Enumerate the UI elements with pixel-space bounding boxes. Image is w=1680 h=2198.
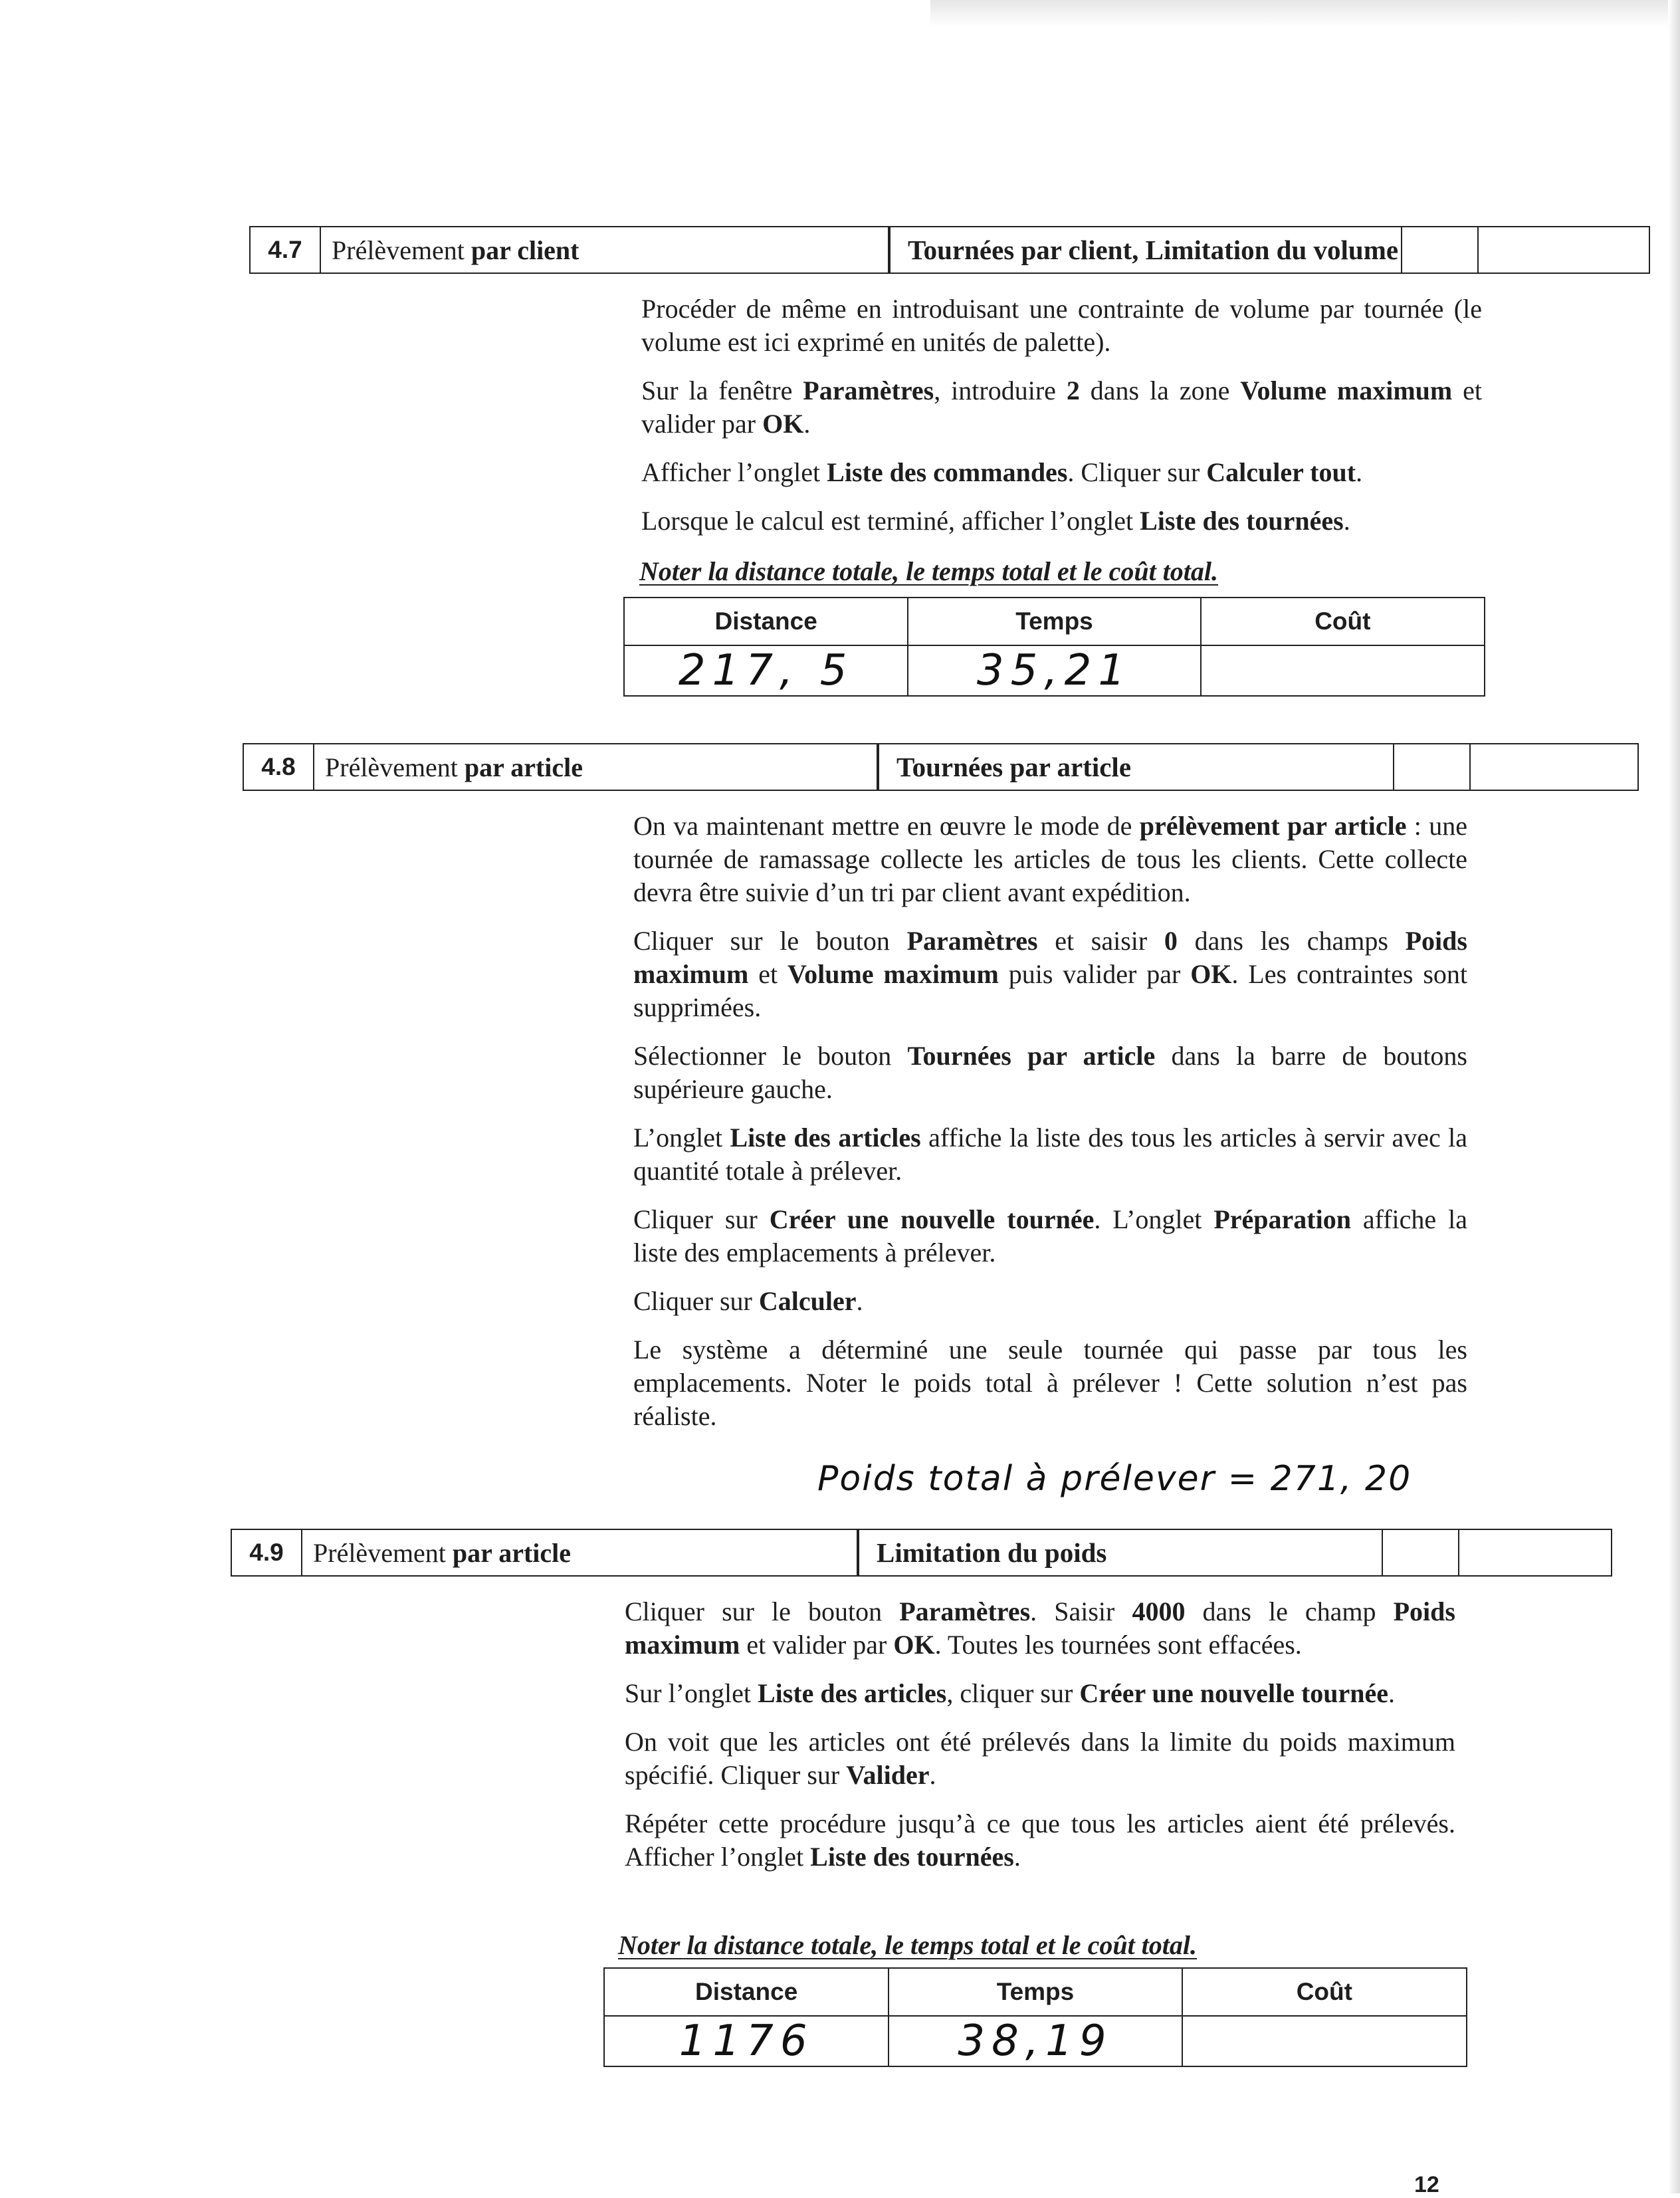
table-header-cout: Coût bbox=[1201, 598, 1485, 645]
bold-term: prélèvement par article bbox=[1139, 811, 1407, 841]
section-label-text: Prélèvement bbox=[325, 752, 458, 782]
bold-term: Poids maximum bbox=[633, 926, 1467, 989]
bold-term: Paramètres bbox=[803, 376, 934, 405]
text-run: Cliquer sur bbox=[633, 1204, 770, 1234]
paragraph bbox=[633, 1121, 1467, 1188]
scan-shadow-top bbox=[930, 0, 1680, 27]
cout-value bbox=[1201, 645, 1485, 696]
text-run: L’onglet bbox=[633, 1123, 730, 1153]
section-label bbox=[321, 226, 889, 274]
text-run: Sélectionner le bouton bbox=[633, 1041, 908, 1071]
section-number: 4.9 bbox=[231, 1529, 302, 1577]
text-run: Cliquer sur le bouton bbox=[633, 926, 907, 956]
text-run: Procéder de même en introduisant une contrainte de volume par tournée (le volume est ici exprimé en unités de palette). bbox=[641, 294, 1482, 357]
paragraph bbox=[625, 1677, 1455, 1710]
temps-value: 38,19 bbox=[889, 2016, 1182, 2066]
result-table-4-7 bbox=[623, 597, 1485, 697]
text-run: dans la barre de boutons supérieure gauche. bbox=[633, 1041, 1467, 1104]
section-checkbox-4-8 bbox=[1393, 743, 1471, 791]
paragraph bbox=[625, 1725, 1455, 1792]
text-run: . bbox=[1343, 506, 1350, 536]
section-body-4-9 bbox=[625, 1595, 1455, 1889]
bold-term: Valider bbox=[846, 1760, 930, 1790]
temps-value: 35,21 bbox=[908, 645, 1200, 696]
text-run: affiche la liste des tous les articles à servir avec la quantité totale à prélever. bbox=[633, 1123, 1468, 1186]
text-run: . bbox=[856, 1286, 863, 1316]
text-run: Lorsque le calcul est terminé, afficher l’onglet bbox=[641, 506, 1140, 536]
text-run: et saisir bbox=[1037, 926, 1164, 956]
section-title: Tournées par article bbox=[878, 743, 1639, 791]
text-run: Sur l’onglet bbox=[625, 1678, 758, 1708]
paragraph bbox=[633, 1040, 1467, 1106]
text-run: Cliquer sur bbox=[633, 1286, 759, 1316]
note-instruction: Noter la distance totale, le temps total et le coût total. bbox=[639, 556, 1219, 586]
bold-term: Tournées par article bbox=[907, 1041, 1156, 1071]
text-run: . Saisir bbox=[1030, 1596, 1132, 1626]
text-run: . bbox=[803, 409, 811, 439]
table-header-distance: Distance bbox=[624, 598, 908, 645]
text-run: . Cliquer sur bbox=[1067, 457, 1207, 487]
section-header-4-8 bbox=[243, 743, 1469, 791]
paragraph bbox=[641, 456, 1482, 489]
text-run: et bbox=[748, 959, 788, 989]
bold-term: Liste des tournées bbox=[1140, 506, 1344, 536]
text-run: , cliquer sur bbox=[946, 1678, 1080, 1708]
bold-term: Calculer tout bbox=[1206, 457, 1356, 487]
bold-term: OK bbox=[893, 1630, 935, 1660]
text-run: et valider par bbox=[641, 376, 1483, 439]
text-run: . bbox=[1388, 1678, 1396, 1708]
section-header-4-9 bbox=[231, 1529, 1457, 1577]
text-run: On voit que les articles ont été prélevés dans la limite du poids maximum spécifié. Cliquer sur bbox=[625, 1727, 1455, 1790]
text-run: On va maintenant mettre en œuvre le mode de bbox=[633, 811, 1140, 841]
bold-term: Calculer bbox=[758, 1286, 857, 1316]
result-table-4-9 bbox=[603, 1967, 1467, 2067]
section-number: 4.8 bbox=[243, 743, 314, 791]
text-run: . L’onglet bbox=[1094, 1204, 1214, 1234]
section-label-text: Prélèvement bbox=[332, 235, 465, 265]
text-run: Afficher l’onglet bbox=[641, 457, 827, 487]
table-header-distance: Distance bbox=[604, 1968, 889, 2016]
bold-term: Liste des tournées bbox=[810, 1842, 1014, 1872]
bold-term: Liste des articles bbox=[757, 1678, 947, 1708]
bold-term: Poids maximum bbox=[625, 1596, 1455, 1660]
section-label-bold: par client bbox=[471, 235, 579, 265]
text-run: Le système a déterminé une seule tournée qui passe par tous les emplacements. Noter le poids total à prélever ! Cette solution n’est pas réaliste. bbox=[633, 1335, 1467, 1431]
bold-term: Paramètres bbox=[899, 1596, 1031, 1626]
table-header-temps: Temps bbox=[908, 598, 1200, 645]
paragraph bbox=[625, 1595, 1455, 1662]
section-title: Limitation du poids bbox=[858, 1529, 1612, 1577]
text-run: affiche la liste des emplacements à prélever. bbox=[633, 1204, 1467, 1267]
paragraph bbox=[633, 810, 1467, 909]
section-label-text: Prélèvement bbox=[313, 1537, 446, 1568]
bold-term: Volume maximum bbox=[1240, 376, 1453, 405]
paragraph bbox=[633, 925, 1467, 1024]
bold-term: Liste des commandes bbox=[827, 457, 1068, 487]
bold-term: OK bbox=[1190, 959, 1232, 989]
cout-value bbox=[1182, 2016, 1467, 2066]
bold-term: 0 bbox=[1164, 926, 1178, 956]
bold-term: Préparation bbox=[1213, 1204, 1351, 1234]
text-run: Répéter cette procédure jusqu’à ce que tous les articles aient été prélevés. Afficher l’onglet bbox=[625, 1809, 1455, 1872]
text-run: et valider par bbox=[740, 1630, 894, 1660]
section-checkbox-4-7 bbox=[1401, 226, 1479, 274]
paragraph bbox=[633, 1333, 1467, 1433]
paragraph bbox=[633, 1285, 1467, 1318]
note-instruction: Noter la distance totale, le temps total et le coût total. bbox=[618, 1930, 1198, 1960]
text-run: dans les champs bbox=[1177, 926, 1406, 956]
distance-value: 217, 5 bbox=[624, 645, 908, 696]
table-header-cout: Coût bbox=[1182, 1968, 1467, 2016]
section-body-4-7 bbox=[641, 292, 1482, 553]
bold-term: Paramètres bbox=[906, 926, 1038, 956]
paragraph bbox=[641, 292, 1482, 359]
paragraph bbox=[641, 374, 1482, 441]
section-checkbox-4-9 bbox=[1382, 1529, 1459, 1577]
table-header-temps: Temps bbox=[889, 1968, 1182, 2016]
text-run: : une tournée de ramassage collecte les articles de tous les clients. Cette collecte devra être suivie d’un tri par client avant expédition. bbox=[633, 811, 1467, 907]
text-run: . Toutes les tournées sont effacées. bbox=[934, 1630, 1302, 1660]
paragraph bbox=[641, 504, 1482, 538]
text-run: Cliquer sur le bouton bbox=[625, 1596, 900, 1626]
text-run: dans la zone bbox=[1079, 376, 1241, 405]
bold-term: Créer une nouvelle tournée bbox=[1079, 1678, 1389, 1708]
text-run: dans le champ bbox=[1185, 1596, 1394, 1626]
text-run: . Les contraintes sont supprimées. bbox=[633, 959, 1468, 1022]
bold-term: Liste des articles bbox=[730, 1123, 921, 1153]
section-title: Tournées par client, Limitation du volume bbox=[889, 226, 1650, 274]
paragraph bbox=[633, 1203, 1467, 1269]
bold-term: 2 bbox=[1066, 376, 1080, 405]
bold-term: Volume maximum bbox=[787, 959, 999, 989]
text-run: puis valider par bbox=[998, 959, 1191, 989]
handwritten-note: Poids total à prélever = 271, 20 bbox=[817, 1459, 1412, 1499]
page-number: 12 bbox=[1414, 2172, 1439, 2197]
text-run: . bbox=[1013, 1842, 1021, 1872]
bold-term: Créer une nouvelle tournée bbox=[769, 1204, 1095, 1234]
section-number: 4.7 bbox=[249, 226, 321, 274]
section-label bbox=[314, 743, 878, 791]
section-label-bold: par article bbox=[464, 752, 583, 782]
scan-shadow-right bbox=[1668, 0, 1680, 2193]
paragraph bbox=[625, 1807, 1455, 1874]
bold-term: 4000 bbox=[1132, 1596, 1186, 1626]
text-run: , introduire bbox=[934, 376, 1067, 405]
section-body-4-8 bbox=[633, 810, 1467, 1448]
bold-term: OK bbox=[762, 409, 804, 439]
section-label bbox=[302, 1529, 858, 1577]
text-run: . bbox=[1356, 457, 1363, 487]
section-label-bold: par article bbox=[452, 1537, 572, 1568]
section-header-4-7 bbox=[249, 226, 1475, 274]
text-run: . bbox=[929, 1760, 936, 1790]
distance-value: 1176 bbox=[604, 2016, 889, 2066]
text-run: Sur la fenêtre bbox=[641, 376, 803, 405]
